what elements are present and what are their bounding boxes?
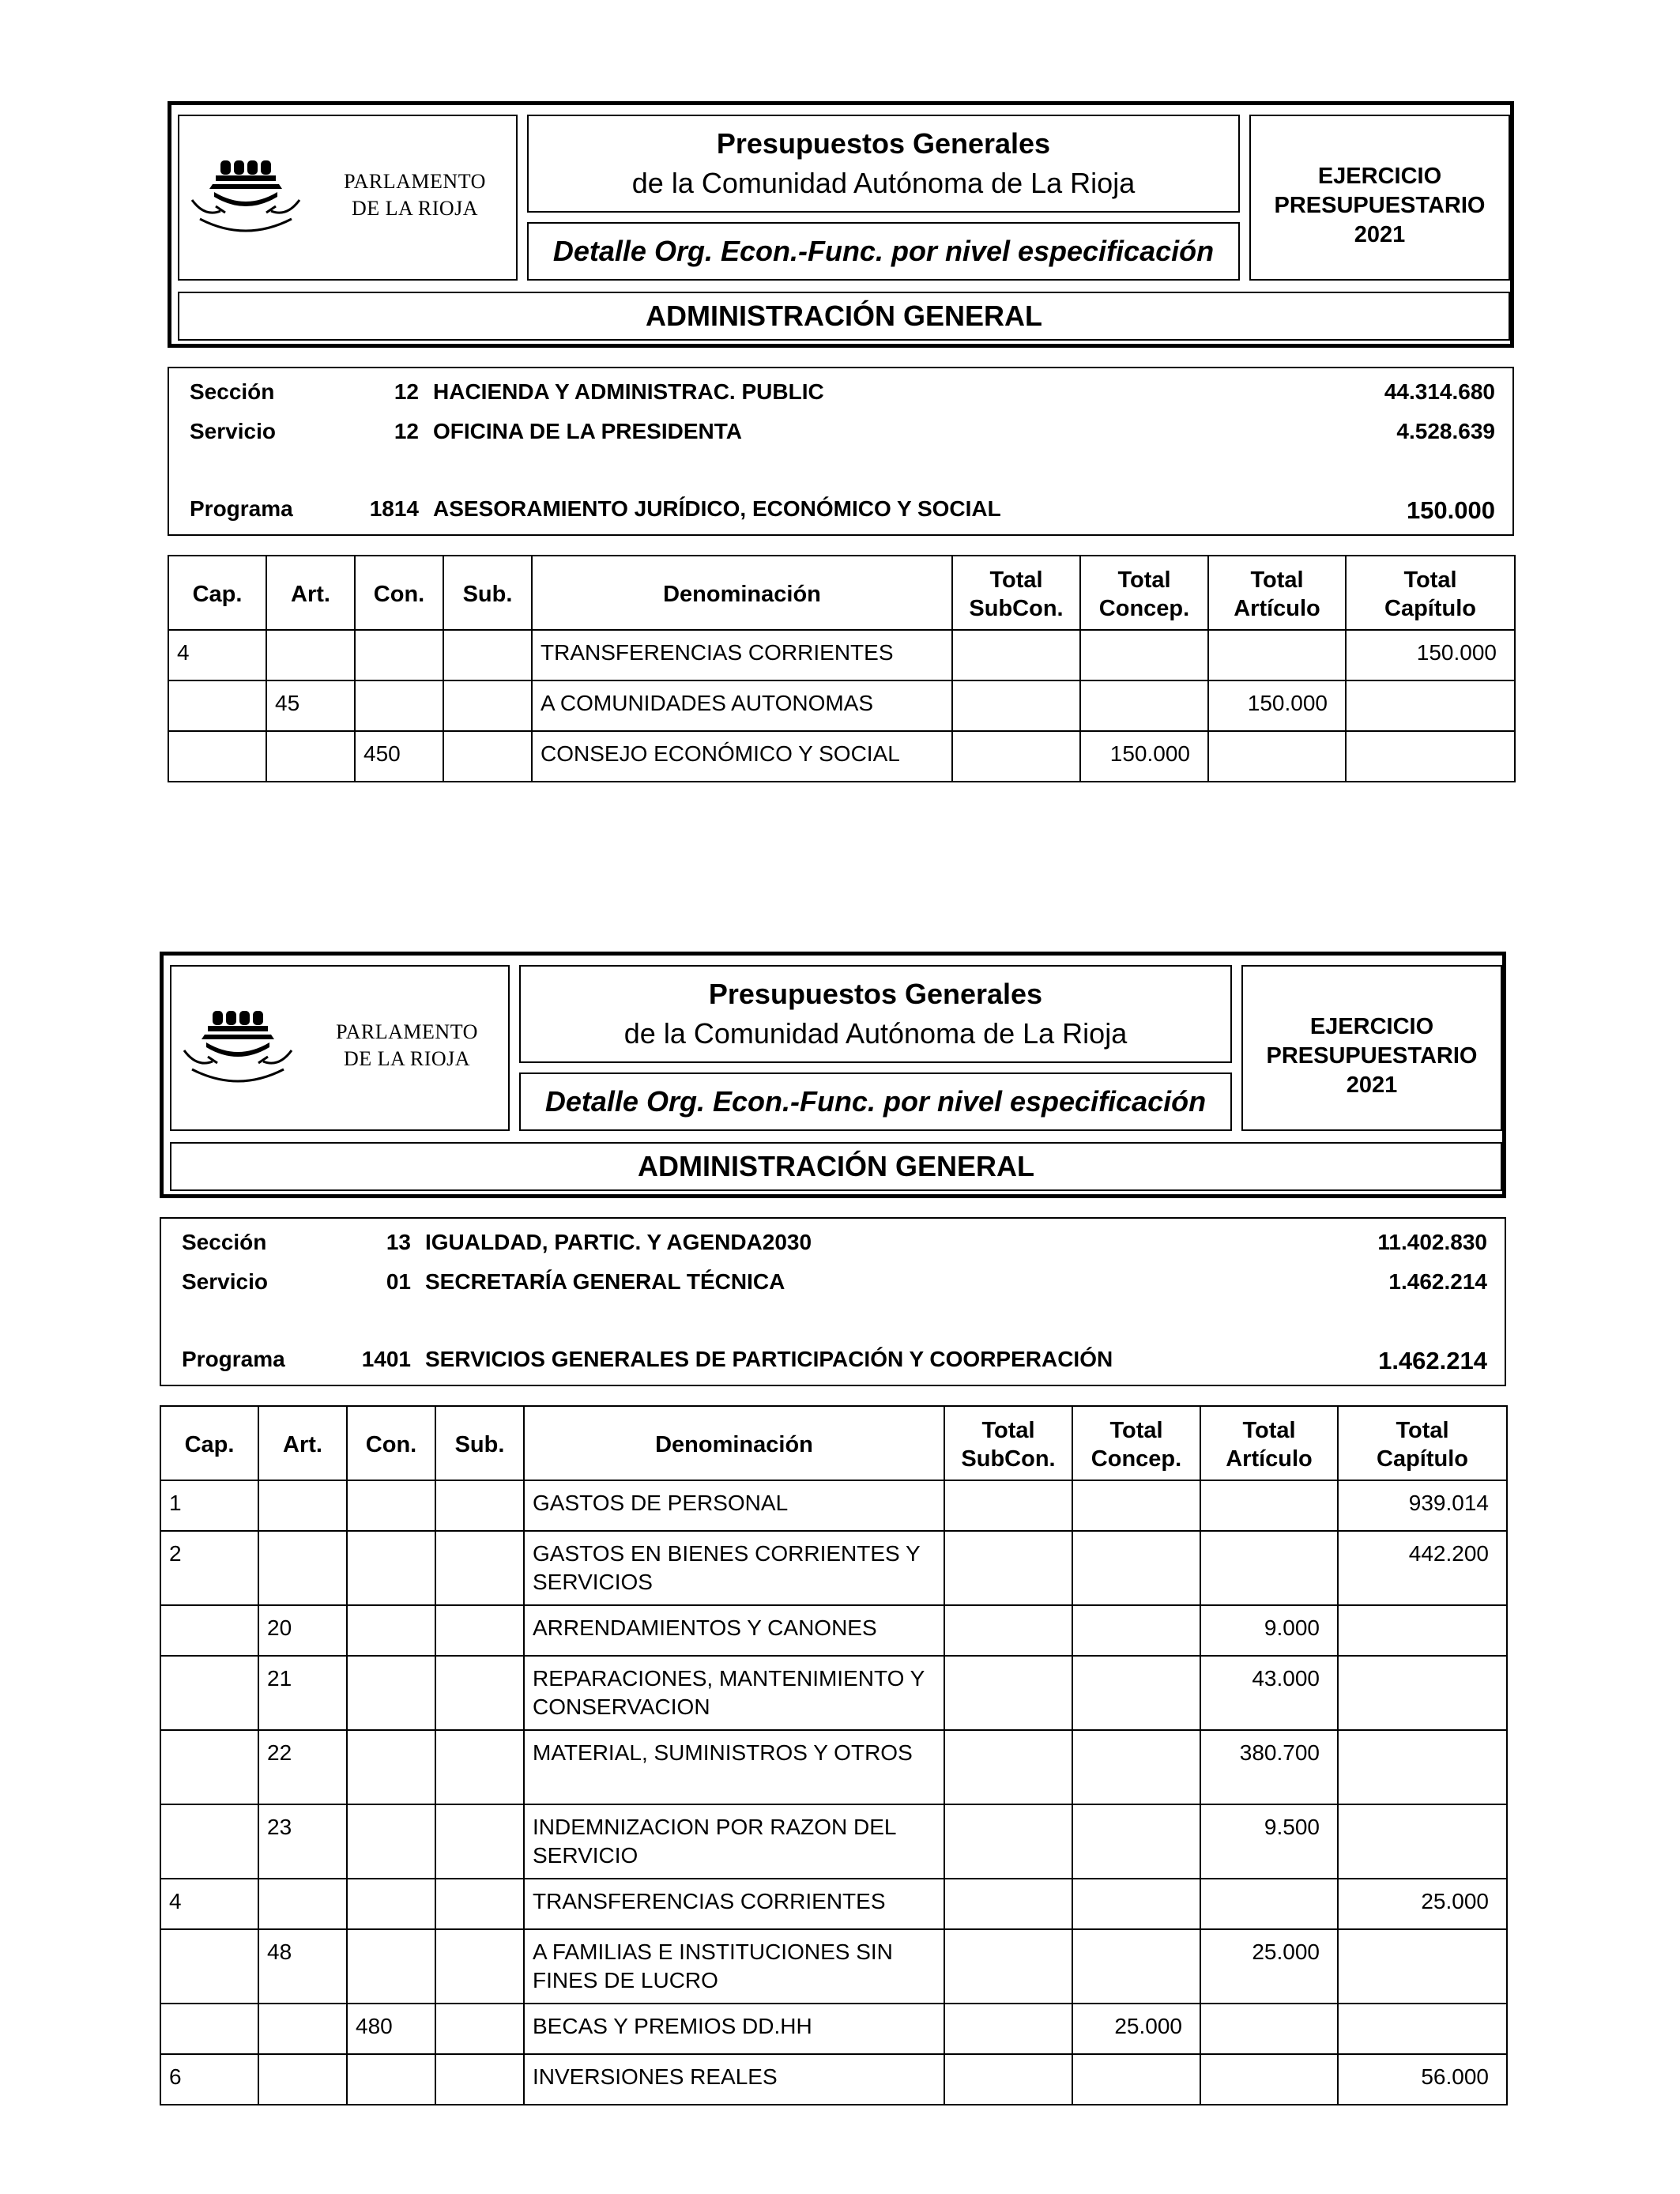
subcon-cell bbox=[944, 1531, 1072, 1605]
concep-cell bbox=[1072, 1605, 1200, 1656]
cap-cell bbox=[160, 1804, 258, 1879]
subcon-cell bbox=[952, 680, 1080, 731]
subcon-cell bbox=[944, 1480, 1072, 1531]
art-cell: 45 bbox=[266, 680, 355, 731]
art-cell: 23 bbox=[258, 1804, 347, 1879]
cap-cell bbox=[168, 680, 266, 731]
con-cell bbox=[347, 1531, 435, 1605]
subcon-cell bbox=[944, 2004, 1072, 2054]
col-denominacion: Denominación bbox=[532, 556, 952, 630]
report-title: Presupuestos Generales de la Comunidad Autónoma de La Rioja bbox=[519, 965, 1232, 1063]
logo-text: PARLAMENTO DE LA RIOJA bbox=[336, 1020, 478, 1070]
art-cell bbox=[258, 2004, 347, 2054]
table-row bbox=[160, 2004, 1507, 2054]
subcon-cell bbox=[944, 1879, 1072, 1929]
sub-cell bbox=[435, 1879, 524, 1929]
programa-row: Programa 1401 SERVICIOS GENERALES DE PARTICIPACIÓN Y COORPERACIÓN 1.462.214 bbox=[182, 1347, 1487, 1374]
sub-cell bbox=[435, 1480, 524, 1531]
art-cell bbox=[258, 1531, 347, 1605]
con-cell bbox=[347, 1879, 435, 1929]
seccion-row: Sección 13 IGUALDAD, PARTIC. Y AGENDA2030 11.402.830 bbox=[182, 1230, 1487, 1254]
info-box bbox=[168, 367, 1514, 536]
col-sub: Sub. bbox=[443, 556, 532, 630]
con-cell bbox=[347, 1804, 435, 1879]
cap-cell bbox=[160, 1730, 258, 1804]
subcon-cell bbox=[944, 1804, 1072, 1879]
table-row bbox=[160, 1605, 1507, 1656]
report-header bbox=[168, 101, 1514, 348]
capitulo-cell bbox=[1338, 1929, 1507, 2004]
logo-text: PARLAMENTO DE LA RIOJA bbox=[344, 170, 486, 220]
capitulo-cell bbox=[1338, 1605, 1507, 1656]
capitulo-cell bbox=[1338, 2004, 1507, 2054]
capitulo-cell: 150.000 bbox=[1346, 630, 1515, 680]
con-cell bbox=[347, 1929, 435, 2004]
sub-cell bbox=[435, 1531, 524, 1605]
art-cell bbox=[266, 731, 355, 782]
denominacion-cell: INVERSIONES REALES bbox=[524, 2054, 944, 2105]
con-cell bbox=[355, 630, 443, 680]
programa-row: Programa 1814 ASESORAMIENTO JURÍDICO, ECONÓMICO Y SOCIAL 150.000 bbox=[190, 496, 1495, 524]
cap-cell bbox=[160, 1656, 258, 1730]
con-cell bbox=[347, 1480, 435, 1531]
logo-cell bbox=[170, 965, 510, 1131]
table-row bbox=[160, 1531, 1507, 1605]
table-row bbox=[160, 1480, 1507, 1531]
art-cell: 21 bbox=[258, 1656, 347, 1730]
concep-cell bbox=[1080, 630, 1208, 680]
capitulo-cell: 939.014 bbox=[1338, 1480, 1507, 1531]
col-total-concep: Total Concep. bbox=[1080, 556, 1208, 630]
ejercicio-box: EJERCICIO PRESUPUESTARIO 2021 bbox=[1249, 115, 1510, 281]
capitulo-cell: 442.200 bbox=[1338, 1531, 1507, 1605]
con-cell bbox=[347, 1605, 435, 1656]
articulo-cell: 150.000 bbox=[1208, 680, 1346, 731]
table-row bbox=[160, 2054, 1507, 2105]
table-header-row bbox=[160, 1406, 1507, 1480]
con-cell bbox=[355, 680, 443, 731]
articulo-cell: 380.700 bbox=[1200, 1730, 1338, 1804]
report-header bbox=[160, 952, 1506, 1198]
concep-cell bbox=[1080, 680, 1208, 731]
concep-cell bbox=[1072, 1531, 1200, 1605]
denominacion-cell: MATERIAL, SUMINISTROS Y OTROS bbox=[524, 1730, 944, 1804]
art-cell bbox=[258, 1879, 347, 1929]
capitulo-cell bbox=[1346, 731, 1515, 782]
denominacion-cell: TRANSFERENCIAS CORRIENTES bbox=[532, 630, 952, 680]
administracion-banner: ADMINISTRACIÓN GENERAL bbox=[170, 1142, 1502, 1191]
capitulo-cell bbox=[1346, 680, 1515, 731]
denominacion-cell: CONSEJO ECONÓMICO Y SOCIAL bbox=[532, 731, 952, 782]
report-title: Presupuestos Generales de la Comunidad Autónoma de La Rioja bbox=[527, 115, 1240, 213]
table-row bbox=[160, 1929, 1507, 2004]
servicio-row: Servicio 01 SECRETARÍA GENERAL TÉCNICA 1.462.214 bbox=[182, 1269, 1487, 1294]
articulo-cell: 9.000 bbox=[1200, 1605, 1338, 1656]
articulo-cell: 43.000 bbox=[1200, 1656, 1338, 1730]
cap-cell bbox=[160, 2004, 258, 2054]
con-cell: 450 bbox=[355, 731, 443, 782]
table-row bbox=[160, 1656, 1507, 1730]
col-sub: Sub. bbox=[435, 1406, 524, 1480]
col-total-capitulo: Total Capítulo bbox=[1338, 1406, 1507, 1480]
con-cell: 480 bbox=[347, 2004, 435, 2054]
capitulo-cell: 25.000 bbox=[1338, 1879, 1507, 1929]
budget-table bbox=[160, 1405, 1508, 2105]
articulo-cell bbox=[1200, 1480, 1338, 1531]
articulo-cell bbox=[1208, 630, 1346, 680]
col-art: Art. bbox=[266, 556, 355, 630]
col-denominacion: Denominación bbox=[524, 1406, 944, 1480]
articulo-cell bbox=[1208, 731, 1346, 782]
concep-cell bbox=[1072, 1730, 1200, 1804]
sub-cell bbox=[443, 731, 532, 782]
cap-cell bbox=[160, 1929, 258, 2004]
col-total-capitulo: Total Capítulo bbox=[1346, 556, 1515, 630]
sub-cell bbox=[435, 1929, 524, 2004]
cap-cell: 1 bbox=[160, 1480, 258, 1531]
subcon-cell bbox=[944, 1605, 1072, 1656]
servicio-row: Servicio 12 OFICINA DE LA PRESIDENTA 4.528.639 bbox=[190, 419, 1495, 443]
table-row bbox=[168, 680, 1515, 731]
capitulo-cell bbox=[1338, 1656, 1507, 1730]
subcon-cell bbox=[952, 731, 1080, 782]
sub-cell bbox=[435, 1656, 524, 1730]
con-cell bbox=[347, 2054, 435, 2105]
seccion-row: Sección 12 HACIENDA Y ADMINISTRAC. PUBLIC 44.314.680 bbox=[190, 379, 1495, 404]
budget-block-2 bbox=[160, 952, 1506, 2105]
denominacion-cell: A COMUNIDADES AUTONOMAS bbox=[532, 680, 952, 731]
budget-block-1 bbox=[168, 101, 1514, 782]
sub-cell bbox=[435, 2054, 524, 2105]
col-total-articulo: Total Artículo bbox=[1200, 1406, 1338, 1480]
art-cell bbox=[266, 630, 355, 680]
sub-cell bbox=[443, 630, 532, 680]
cap-cell: 4 bbox=[160, 1879, 258, 1929]
subcon-cell bbox=[944, 1929, 1072, 2004]
table-row bbox=[168, 731, 1515, 782]
report-subtitle: Detalle Org. Econ.-Func. por nivel especificación bbox=[519, 1072, 1232, 1131]
articulo-cell bbox=[1200, 2054, 1338, 2105]
capitulo-cell bbox=[1338, 1804, 1507, 1879]
articulo-cell: 25.000 bbox=[1200, 1929, 1338, 2004]
logo-cell bbox=[178, 115, 518, 281]
art-cell bbox=[258, 2054, 347, 2105]
budget-table bbox=[168, 555, 1516, 782]
cap-cell bbox=[160, 1605, 258, 1656]
denominacion-cell: REPARACIONES, MANTENIMIENTO Y CONSERVACION bbox=[524, 1656, 944, 1730]
concep-cell: 25.000 bbox=[1072, 2004, 1200, 2054]
sub-cell bbox=[435, 1605, 524, 1656]
col-total-subcon: Total SubCon. bbox=[944, 1406, 1072, 1480]
sub-cell bbox=[435, 2004, 524, 2054]
ejercicio-box: EJERCICIO PRESUPUESTARIO 2021 bbox=[1241, 965, 1502, 1131]
col-total-articulo: Total Artículo bbox=[1208, 556, 1346, 630]
concep-cell bbox=[1072, 1656, 1200, 1730]
subcon-cell bbox=[944, 1656, 1072, 1730]
articulo-cell bbox=[1200, 2004, 1338, 2054]
col-cap: Cap. bbox=[160, 1406, 258, 1480]
concep-cell bbox=[1072, 1929, 1200, 2004]
concep-cell bbox=[1072, 1804, 1200, 1879]
articulo-cell bbox=[1200, 1879, 1338, 1929]
denominacion-cell: BECAS Y PREMIOS DD.HH bbox=[524, 2004, 944, 2054]
report-subtitle: Detalle Org. Econ.-Func. por nivel especificación bbox=[527, 222, 1240, 281]
administracion-banner: ADMINISTRACIÓN GENERAL bbox=[178, 292, 1510, 341]
col-cap: Cap. bbox=[168, 556, 266, 630]
denominacion-cell: GASTOS EN BIENES CORRIENTES Y SERVICIOS bbox=[524, 1531, 944, 1605]
sub-cell bbox=[435, 1730, 524, 1804]
table-row bbox=[160, 1879, 1507, 1929]
denominacion-cell: ARRENDAMIENTOS Y CANONES bbox=[524, 1605, 944, 1656]
art-cell: 22 bbox=[258, 1730, 347, 1804]
capitulo-cell: 56.000 bbox=[1338, 2054, 1507, 2105]
art-cell bbox=[258, 1480, 347, 1531]
table-header-row bbox=[168, 556, 1515, 630]
parlamento-logo-icon bbox=[189, 154, 323, 243]
denominacion-cell: A FAMILIAS E INSTITUCIONES SIN FINES DE LUCRO bbox=[524, 1929, 944, 2004]
table-row bbox=[160, 1730, 1507, 1804]
capitulo-cell bbox=[1338, 1730, 1507, 1804]
col-con: Con. bbox=[347, 1406, 435, 1480]
denominacion-cell: TRANSFERENCIAS CORRIENTES bbox=[524, 1879, 944, 1929]
info-box bbox=[160, 1217, 1506, 1386]
col-art: Art. bbox=[258, 1406, 347, 1480]
art-cell: 20 bbox=[258, 1605, 347, 1656]
cap-cell: 4 bbox=[168, 630, 266, 680]
denominacion-cell: GASTOS DE PERSONAL bbox=[524, 1480, 944, 1531]
parlamento-logo-icon bbox=[181, 1005, 315, 1093]
cap-cell: 6 bbox=[160, 2054, 258, 2105]
articulo-cell: 9.500 bbox=[1200, 1804, 1338, 1879]
col-con: Con. bbox=[355, 556, 443, 630]
sub-cell bbox=[443, 680, 532, 731]
subcon-cell bbox=[952, 630, 1080, 680]
concep-cell bbox=[1072, 1879, 1200, 1929]
subcon-cell bbox=[944, 2054, 1072, 2105]
table-row bbox=[160, 1804, 1507, 1879]
cap-cell: 2 bbox=[160, 1531, 258, 1605]
table-row bbox=[168, 630, 1515, 680]
cap-cell bbox=[168, 731, 266, 782]
concep-cell bbox=[1072, 1480, 1200, 1531]
concep-cell bbox=[1072, 2054, 1200, 2105]
denominacion-cell: INDEMNIZACION POR RAZON DEL SERVICIO bbox=[524, 1804, 944, 1879]
con-cell bbox=[347, 1656, 435, 1730]
art-cell: 48 bbox=[258, 1929, 347, 2004]
col-total-subcon: Total SubCon. bbox=[952, 556, 1080, 630]
subcon-cell bbox=[944, 1730, 1072, 1804]
col-total-concep: Total Concep. bbox=[1072, 1406, 1200, 1480]
articulo-cell bbox=[1200, 1531, 1338, 1605]
concep-cell: 150.000 bbox=[1080, 731, 1208, 782]
con-cell bbox=[347, 1730, 435, 1804]
sub-cell bbox=[435, 1804, 524, 1879]
